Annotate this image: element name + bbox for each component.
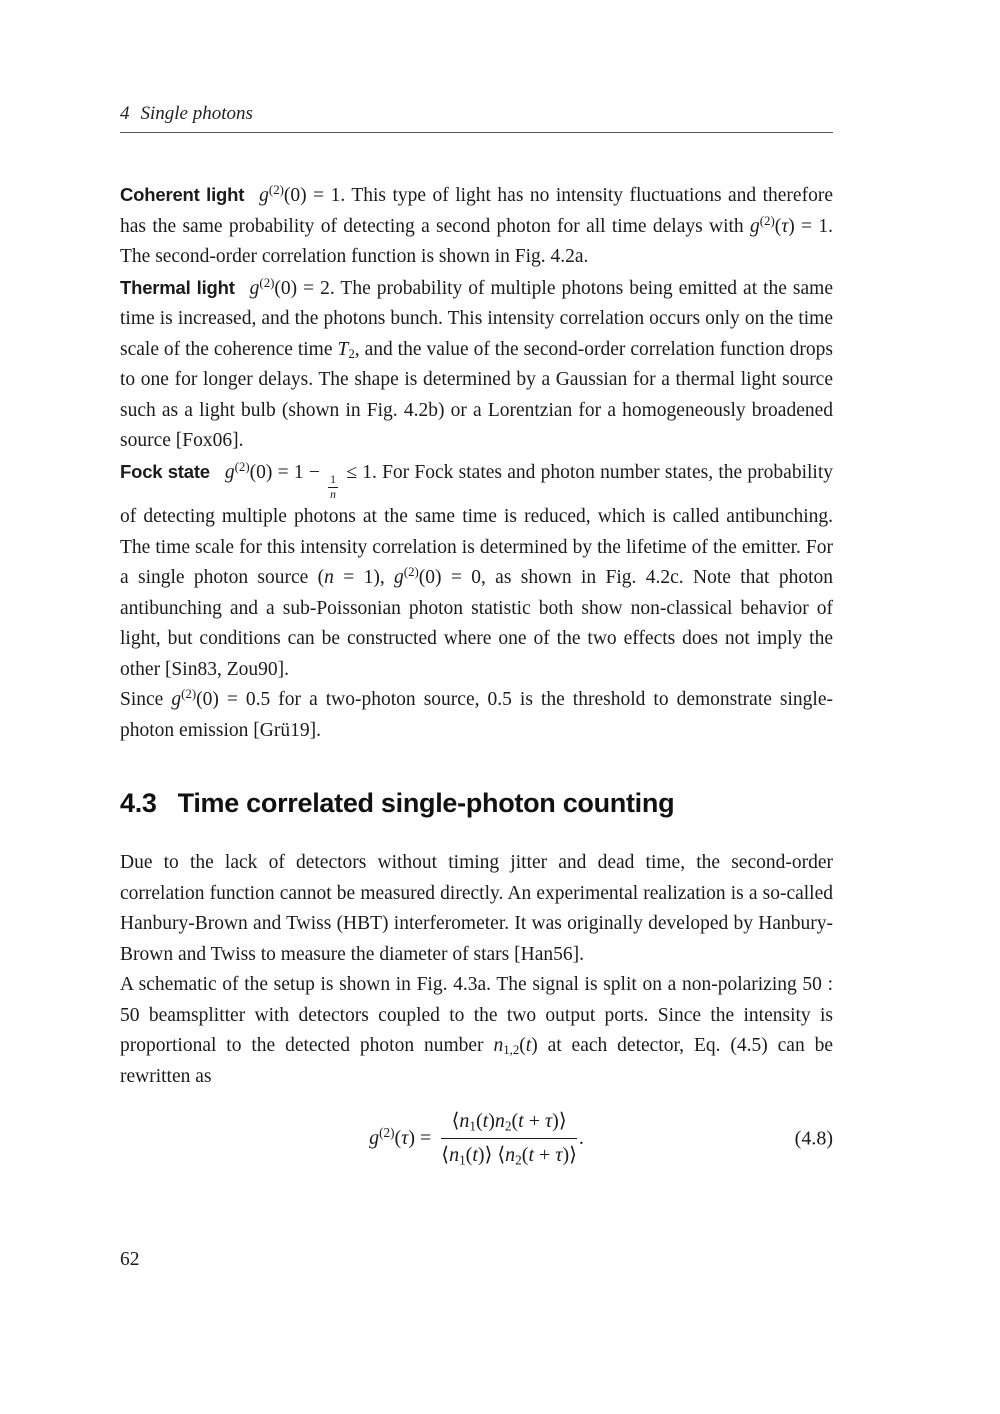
runin-heading-coherent-light: Coherent light bbox=[120, 184, 245, 205]
page-number: 62 bbox=[120, 1249, 140, 1270]
equation-number: (4.8) bbox=[794, 1127, 833, 1150]
paragraph-fock-state-text: $g^{(2)}(0) = 1$ − $\frac{1}{n}$ ≤ 1. For Fock states and photon number states, the probability of detecting multiple photons at the same time is reduced, which is called antibunching. The time scale for this intensity correlation is determined by the lifetime of the emitter. For a single photon source (n = 1), $g^{(2)}(0) = 0$, as shown in Fig. 4.2c. Note that photon antibunching and a sub-Poissonian photon statistic both show non-classical behavior of light, but conditions can be constructed where one of the two effects does not imply the other [Sin83, Zou90]. bbox=[120, 459, 833, 680]
runin-heading-thermal-light: Thermal light bbox=[120, 276, 235, 298]
equation-lhs: $g^{(2)}(\tau)$ = bbox=[369, 1125, 432, 1150]
paragraph-fock-state bbox=[120, 457, 833, 686]
runin-heading-fock-state: Fock state bbox=[120, 460, 210, 482]
header-rule bbox=[120, 132, 833, 133]
paragraph-fock-state-continued-text: Since $g^{(2)}(0) = 0.5$ for a two-photon source, 0.5 is the threshold to demonstrate single-photon emission [Grü19]. bbox=[120, 687, 833, 741]
section-heading bbox=[120, 786, 833, 820]
chapter-number: 4 bbox=[120, 103, 130, 124]
paragraph-hbt-schematic-text: A schematic of the setup is shown in Fig. 4.3a. The signal is split on a non-polarizing 50 : 50 beamsplitter with detectors coupled to the two output ports. Since the intensity is proportional to the detected photon number $n_{1,2}(t)$ at each detector, Eq. (4.5) can be rewritten as bbox=[120, 974, 833, 1087]
equation-period: . bbox=[578, 1127, 584, 1150]
paragraph-coherent-light-text: $g^{(2)}(0) = 1$. This type of light has no intensity fluctuations and therefore has the same probability of detecting a second photon for all time delays with $g^{(2)}(\tau) = 1$. The second-order correlation function is shown in Fig. 4.2a. bbox=[120, 182, 833, 267]
running-head bbox=[120, 0, 833, 125]
paragraph-fock-state-continued bbox=[120, 685, 833, 746]
paragraph-tcspc-intro bbox=[120, 848, 833, 970]
equation-numerator: $⟨n_1(t)n_2(t$ + τ)⟩ bbox=[441, 1109, 577, 1139]
page-body bbox=[120, 180, 833, 1168]
chapter-title: Single photons bbox=[140, 103, 253, 124]
paragraph-hbt-schematic bbox=[120, 970, 833, 1092]
equation-4-8 bbox=[120, 1109, 833, 1168]
equation-denominator: $⟨n_1(t)⟩$ $⟨n_2(t$ + τ)⟩ bbox=[441, 1144, 577, 1168]
paragraph-coherent-light bbox=[120, 180, 833, 273]
equation-content bbox=[369, 1109, 584, 1168]
page-header bbox=[120, 0, 833, 133]
section-title: Time correlated single-photon counting bbox=[177, 788, 675, 819]
paragraph-thermal-light-text: $g^{(2)}(0) = 2$. The probability of multiple photons being emitted at the same time is increased, and the photons bunch. This intensity correlation occurs only on the time scale of the coherence time $T_2$, and the value of the second-order correlation function drops to one for longer delays. The shape is determined by a Gaussian for a thermal light source such as a light bulb (shown in Fig. 4.2b) or a Lorentzian for a homogeneously broadened source [Fox06]. bbox=[120, 275, 833, 451]
section-number: 4.3 bbox=[120, 788, 157, 819]
equation-fraction bbox=[441, 1109, 577, 1168]
paragraph-tcspc-intro-text: Due to the lack of detectors without timing jitter and dead time, the second-order correlation function cannot be measured directly. An experimental realization is a so-called Hanbury-Brown and Twiss (HBT) interferometer. It was originally developed by Hanbury-Brown and Twiss to measure the diameter of stars [Han56]. bbox=[120, 852, 833, 965]
paragraph-thermal-light bbox=[120, 273, 833, 457]
document-page bbox=[120, 0, 833, 1168]
